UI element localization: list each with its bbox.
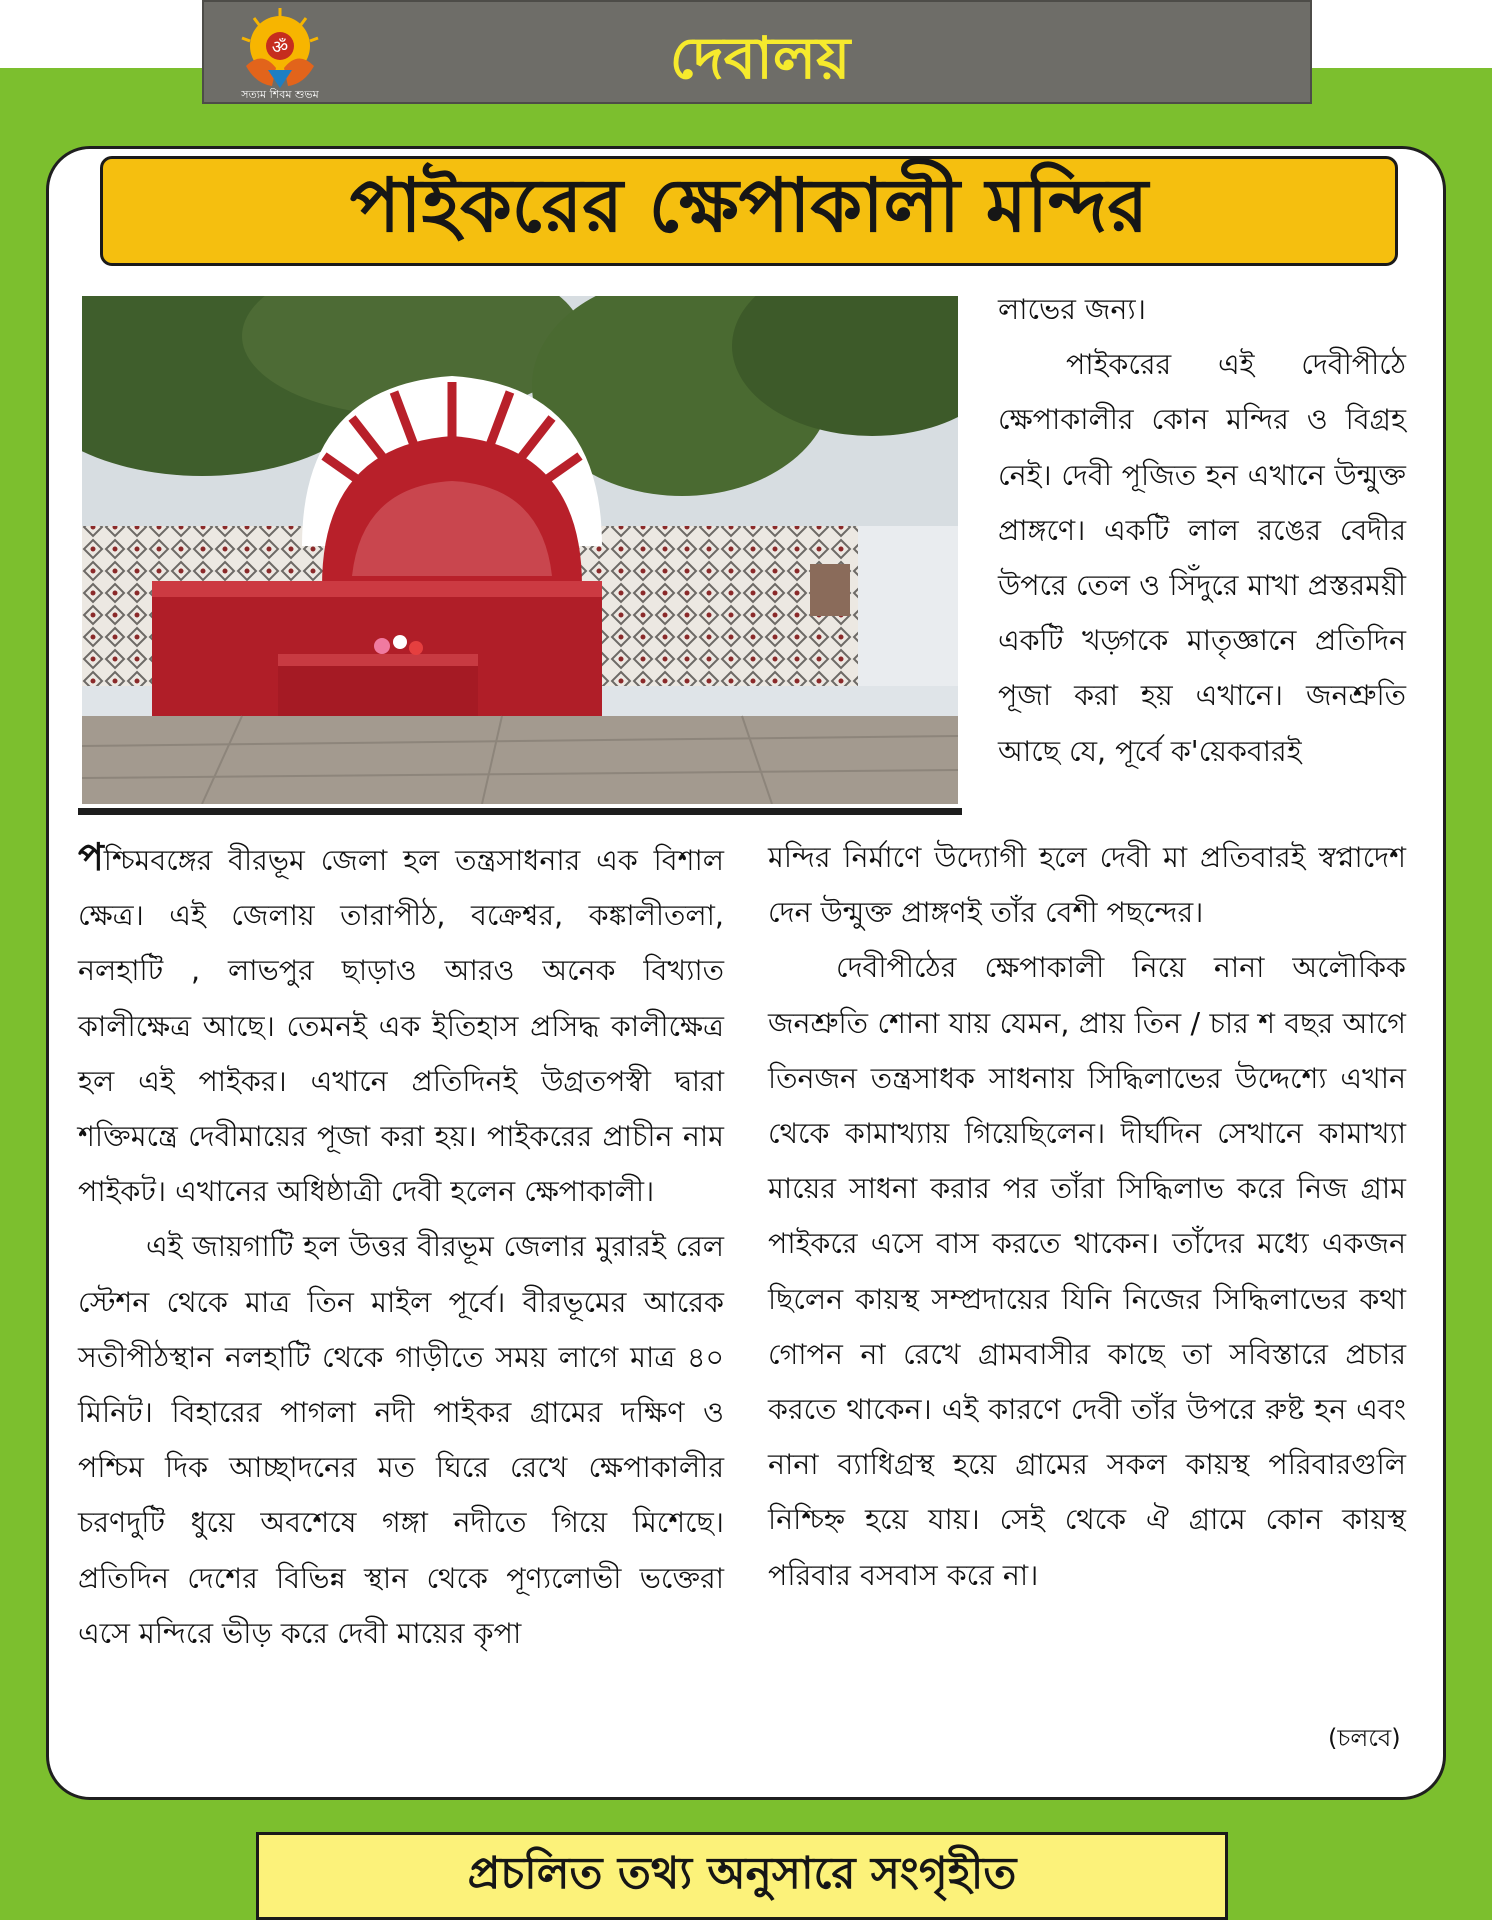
right-column-top	[998, 282, 1406, 779]
svg-text:ॐ: ॐ	[271, 37, 289, 58]
left-paragraph-1-text: শ্চিমবঙ্গের বীরভূম জেলা হল তন্ত্রসাধনার এক বিশাল ক্ষেত্র। এই জেলায় তারাপীঠ, বক্রেশ্বর, কঙ্কালীতলা, নলহাটি , লাভপুর ছাড়াও আরও অনেক বিখ্যাত কালীক্ষেত্র আছে। তেমনই এক ইতিহাস প্রসিদ্ধ কালীক্ষেত্র হল এই পাইকর। এখানে প্রতিদিনই উগ্রতপস্বী দ্বারা শক্তিমন্ত্রে দেবীমায়ের পূজা করা হয়। পাইকরের প্রাচীন নাম পাইকট। এখানের অধিষ্ঠাত্রী দেবী হলেন ক্ষেপাকালী।	[78, 844, 724, 1209]
logo-motto: সত্যম শিবম শুভম	[241, 88, 319, 101]
temple-photo	[82, 296, 958, 804]
article-title: পাইকরের ক্ষেপাকালী মন্দির	[349, 162, 1149, 249]
footer-text: প্রচলিত তথ্য অনুসারে সংগৃহীত	[467, 1847, 1017, 1899]
right-paragraph-2: দেবীপীঠের ক্ষেপাকালী নিয়ে নানা অলৌকিক জনশ্রুতি শোনা যায় যেমন, প্রায় তিন / চার শ বছর আগে তিনজন তন্ত্রসাধক সাধনায় সিদ্ধিলাভের উদ্দেশ্যে এখান থেকে কামাখ্যায় গিয়েছিলেন। দীর্ঘদিন সেখানে কামাখ্যা মায়ের সাধনা করার পর তাঁরা সিদ্ধিলাভ করে নিজ গ্রাম পাইকরে এসে বাস করতে থাকেন। তাঁদের মধ্যে একজন ছিলেন কায়স্থ সম্প্রদায়ের যিনি নিজের সিদ্ধিলাভের কথা গোপন না রেখে গ্রামবাসীর কাছে তা সবিস্তারে প্রচার করতে থাকেন। এই কারণে দেবী তাঁর উপরে রুষ্ট হন এবং নানা ব্যাধিগ্রস্থ হয়ে গ্রামের সকল কায়স্থ পরিবারগুলি নিশ্চিহ্ন হয়ে যায়। সেই থেকে ঐ গ্রামে কোন কায়স্থ পরিবার বসবাস করে না।	[768, 951, 1406, 1592]
right-top-paragraph: পাইকরের এই দেবীপীঠে ক্ষেপাকালীর কোন মন্দির ও বিগ্রহ নেই। দেবী পূজিত হন এখানে উন্মুক্ত প্রাঙ্গণে। একটি লাল রঙের বেদীর উপরে তেল ও সিঁদুরে মাখা প্রস্তরময়ী একটি খড়্গকে মাতৃজ্ঞানে প্রতিদিন পূজা করা হয় এখানে। জনশ্রুতি আছে যে, পূর্বে ক'য়েকবারই	[998, 348, 1406, 768]
section-title: দেবালয়	[669, 24, 851, 92]
photo-divider	[78, 808, 962, 815]
footer-box	[256, 1832, 1228, 1920]
left-paragraph-2: এই জায়গাটি হল উত্তর বীরভূম জেলার মুরারই রেল স্টেশন থেকে মাত্র তিন মাইল পূর্বে। বীরভূমের আরেক সতীপীঠস্থান নলহাটি থেকে গাড়ীতে সময় লাগে মাত্র ৪০ মিনিট। বিহারের পাগলা নদী পাইকর গ্রামের দক্ষিণ ও পশ্চিম দিক আচ্ছাদনের মত ঘিরে রেখে ক্ষেপাকালীর চরণদুটি ধুয়ে অবশেষে গঙ্গা নদীতে গিয়ে মিশেছে। প্রতিদিন দেশের বিভিন্ন স্থান থেকে পূণ্যলোভী ভক্তেরা এসে মন্দিরে ভীড় করে দেবী মায়ের কৃপা	[78, 1230, 724, 1650]
drop-cap: প	[78, 835, 104, 879]
left-paragraph-1	[78, 830, 724, 1219]
left-column	[78, 830, 724, 1661]
continued-note: (চলবে)	[1328, 1724, 1401, 1752]
right-column	[768, 830, 1406, 1603]
right-top-line: লাভের জন্য।	[998, 293, 1146, 326]
right-paragraph-1: মন্দির নির্মাণে উদ্যোগী হলে দেবী মা প্রতিবারই স্বপ্নাদেশ দেন উন্মুক্ত প্রাঙ্গণই তাঁর বেশী পছন্দের।	[768, 841, 1406, 930]
title-banner	[100, 156, 1398, 266]
